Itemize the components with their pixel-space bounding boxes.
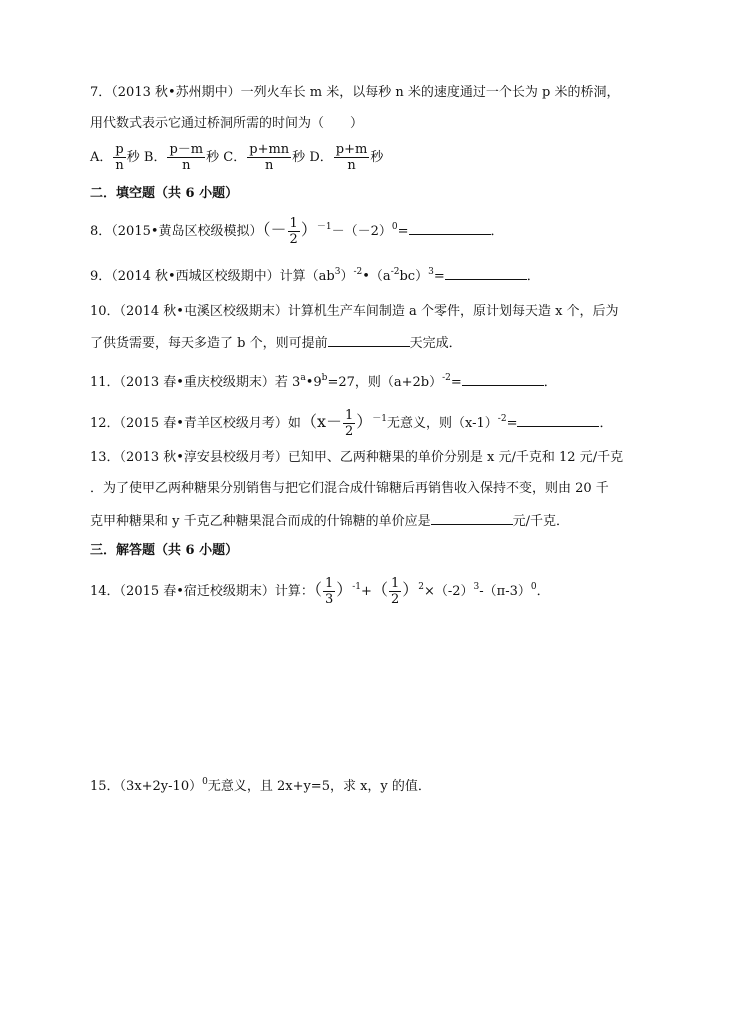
option-d-label: D． — [309, 150, 333, 165]
question-11-exp-2: b — [321, 373, 328, 383]
question-13-line-2: ．为了使甲乙两种糖果分别销售与把它们混合成什锦糖后再销售收入保持不变，则由 20 千 — [90, 481, 609, 496]
question-7-options — [90, 142, 383, 173]
question-8 — [90, 216, 504, 247]
section-3-heading: 三．解答题（共 6 小题） — [90, 543, 239, 558]
question-14-exp-2: 2 — [418, 582, 424, 592]
option-b-numerator: p－m — [169, 142, 204, 157]
question-11 — [90, 372, 557, 392]
question-8-denominator: 2 — [289, 232, 298, 247]
question-7-line-2: 用代数式表示它通过桥洞所需的时间为（ ） — [90, 116, 364, 131]
question-14-denominator-1: 3 — [324, 592, 334, 607]
question-14-numerator-2: 1 — [390, 576, 400, 591]
question-14-left-paren-1: （ — [313, 580, 322, 599]
question-14 — [90, 576, 550, 607]
question-13-line-3 — [90, 511, 569, 531]
option-a-label: A． — [90, 150, 113, 165]
question-8-numerator: 1 — [289, 216, 298, 231]
question-14-right-paren-1: ） — [336, 580, 353, 599]
question-9-text-1: 9．（2014 秋•西城区校级期中）计算（ab — [90, 269, 335, 284]
question-14-denominator-2: 2 — [390, 592, 400, 607]
question-12-numerator: 1 — [344, 408, 354, 423]
question-9-end: ． — [526, 269, 540, 284]
option-c-fraction — [247, 142, 291, 173]
option-d-fraction — [334, 142, 370, 173]
question-14-fraction-2 — [389, 576, 401, 607]
option-c-unit: 秒 — [292, 150, 306, 165]
question-15-text-2: 无意义，且 2x+y=5，求 x，y 的值． — [207, 779, 431, 794]
option-b-unit: 秒 — [206, 150, 220, 165]
question-11-exp-3: -2 — [442, 373, 451, 383]
question-8-end: ． — [490, 224, 504, 239]
question-15-exp-1: 0 — [202, 777, 208, 787]
question-8-equals: = — [397, 224, 409, 239]
question-8-left-paren: （－ — [262, 220, 287, 239]
question-8-answer-blank[interactable] — [409, 221, 491, 235]
question-12-exp-2: -2 — [497, 414, 507, 424]
option-a-numerator: p — [113, 142, 125, 158]
question-9-text-4: bc） — [399, 269, 429, 284]
question-12-equals: = — [506, 416, 518, 431]
question-9 — [90, 266, 540, 286]
question-14-exp-3: 3 — [473, 582, 480, 592]
question-14-exp-4: 0 — [530, 582, 537, 592]
question-13-text-b: 元/千克． — [512, 514, 569, 529]
question-10-line-1: 10．（2014 秋•屯溪区校级期末）计算机生产车间制造 a 个零件，原计划每天造 x 个，后为 — [90, 304, 619, 319]
question-14-exp-1: -1 — [352, 582, 362, 592]
option-b-fraction — [167, 142, 205, 173]
option-d-denominator: n — [347, 158, 356, 173]
question-14-plus: + — [361, 584, 372, 599]
question-8-prefix: 8．（2015•黄岛区校级模拟） — [90, 224, 263, 239]
question-12-answer-blank[interactable] — [517, 413, 599, 427]
question-11-text-2: •9 — [305, 375, 322, 390]
question-9-exp-4: 3 — [428, 267, 434, 277]
question-9-answer-blank[interactable] — [445, 266, 527, 280]
option-d-numerator: p+m — [335, 142, 368, 157]
question-14-text-3: -（π-3） — [479, 584, 531, 599]
question-11-exp-1: a — [300, 373, 306, 383]
question-7-line-1: 7．（2013 秋•苏州期中）一列火车长 m 米，以每秒 n 米的速度通过一个长为 p 米的桥洞， — [90, 85, 620, 100]
question-14-end: ． — [536, 584, 550, 599]
question-12 — [90, 408, 612, 439]
option-a-unit: 秒 — [126, 150, 140, 165]
question-11-answer-blank[interactable] — [462, 372, 544, 386]
question-8-exponent-2: 0 — [391, 222, 398, 232]
question-12-fraction — [343, 408, 355, 439]
question-11-text-1: 11．（2013 春•重庆校级期末）若 3 — [90, 375, 301, 390]
option-b-label: B． — [143, 150, 167, 165]
option-c-label: C． — [223, 150, 247, 165]
question-8-exponent-1: －1 — [316, 222, 332, 232]
question-9-exp-3: -2 — [390, 267, 400, 277]
question-12-text-1: 12．（2015 春•青羊区校级月考）如 — [90, 416, 301, 431]
question-13-answer-blank[interactable] — [431, 511, 513, 525]
question-9-text-3: •（a — [362, 269, 391, 284]
question-13-text-a: 克甲种糖果和 y 千克乙种糖果混合而成的什锦糖的单价应是 — [90, 514, 431, 529]
question-12-end: ． — [599, 416, 613, 431]
question-14-text-1: 14．（2015 春•宿迁校级期末）计算： — [90, 584, 314, 599]
question-12-denominator: 2 — [344, 424, 354, 439]
question-9-equals: = — [433, 269, 445, 284]
question-11-end: ． — [543, 375, 557, 390]
question-8-right-paren: ） — [300, 220, 317, 239]
question-8-mid: －（－2） — [331, 224, 392, 239]
option-a-denominator: n — [115, 158, 124, 173]
question-11-equals: = — [450, 375, 462, 390]
question-9-exp-2: -2 — [353, 267, 363, 277]
question-13-line-1: 13．（2013 秋•淳安县校级月考）已知甲、乙两种糖果的单价分别是 x 元/千克和 12 元/千克 — [90, 450, 624, 465]
question-15 — [90, 778, 431, 796]
option-c-numerator: p+mn — [249, 142, 290, 157]
question-10-text-b: 天完成． — [409, 336, 462, 351]
question-15-text-1: 15．（3x+2y-10） — [90, 779, 203, 794]
question-14-text-2: ×（-2） — [423, 584, 474, 599]
question-12-text-2: 无意义，则（x-1） — [387, 416, 498, 431]
option-a-fraction — [113, 142, 125, 173]
question-8-fraction — [288, 216, 300, 247]
question-12-right-paren: ） — [356, 412, 373, 431]
question-11-text-3: =27，则（a+2b） — [327, 375, 443, 390]
question-10-line-2 — [90, 333, 462, 353]
question-9-exp-1: 3 — [334, 267, 341, 277]
question-10-answer-blank[interactable] — [328, 333, 410, 347]
question-12-left-paren: （x－ — [300, 412, 342, 431]
section-2-heading: 二．填空题（共 6 小题） — [90, 186, 239, 201]
option-c-denominator: n — [265, 158, 274, 173]
question-14-right-paren-2: ） — [402, 580, 419, 599]
option-d-unit: 秒 — [370, 150, 384, 165]
question-12-exp-1: －1 — [372, 414, 387, 424]
question-9-text-2: ） — [340, 269, 354, 284]
option-b-denominator: n — [182, 158, 191, 173]
question-10-text-a: 了供货需要，每天多造了 b 个，则可提前 — [90, 336, 328, 351]
question-14-numerator-1: 1 — [324, 576, 334, 591]
question-14-fraction-1 — [323, 576, 335, 607]
question-14-left-paren-2: （ — [371, 580, 388, 599]
